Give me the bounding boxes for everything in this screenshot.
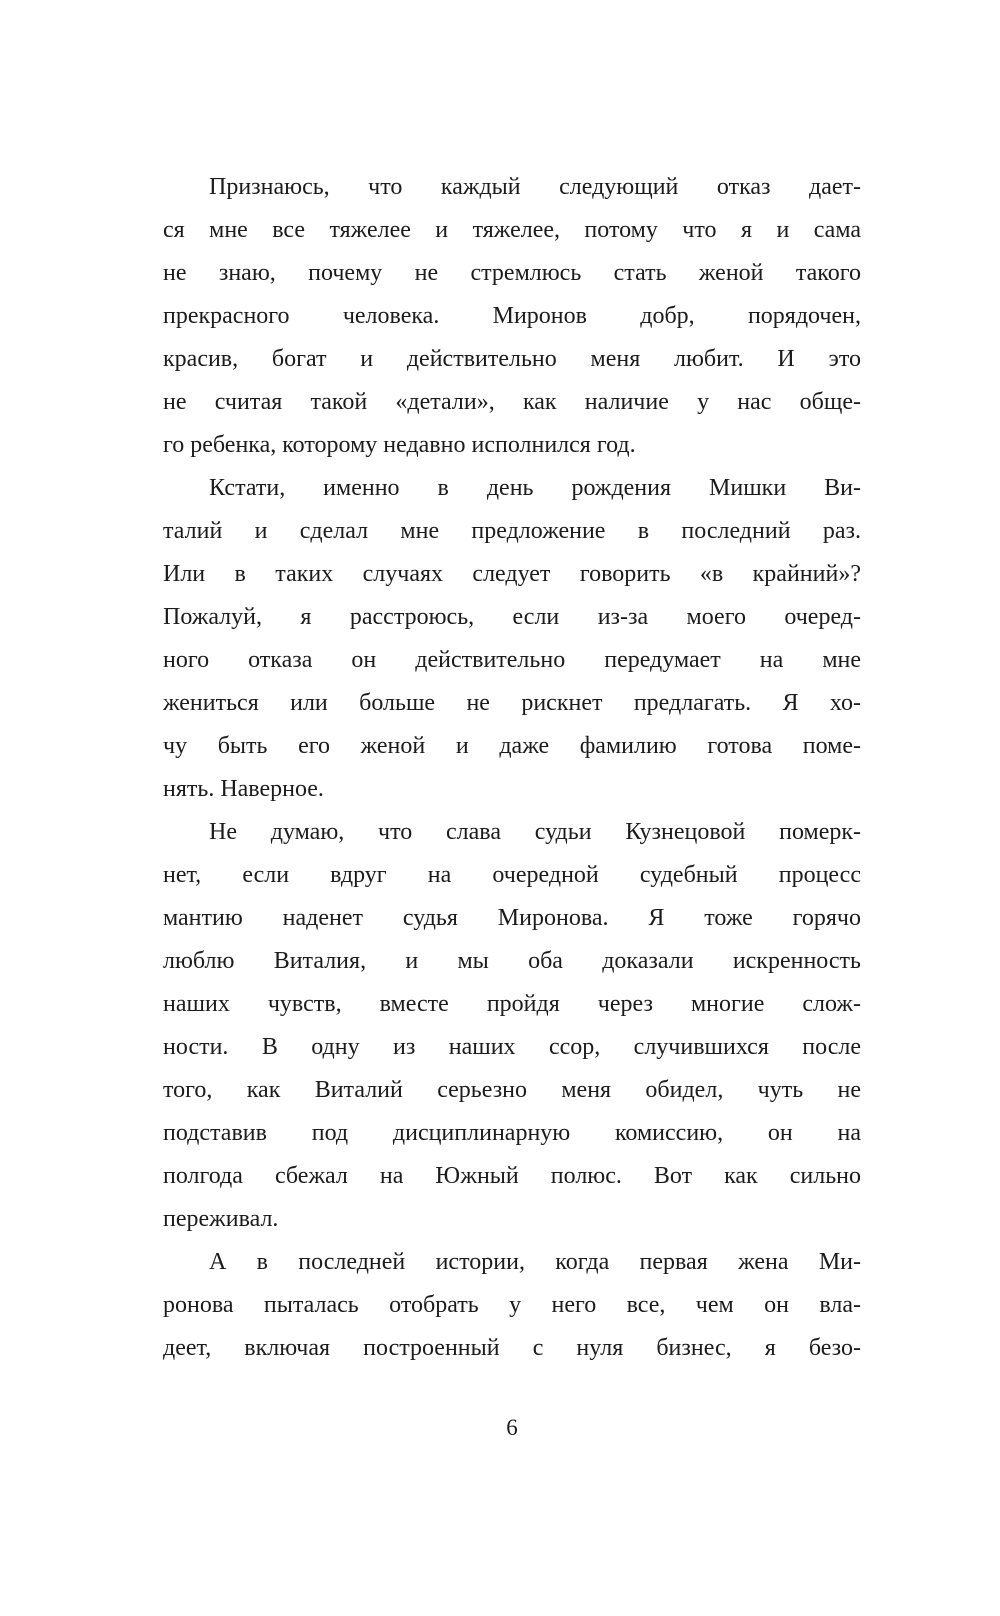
text-line: ся мне все тяжелее и тяжелее, потому что я и сама bbox=[163, 217, 861, 243]
paragraph bbox=[163, 166, 861, 467]
text-line: жениться или больше не рискнет предлагать. Я хо- bbox=[163, 690, 861, 716]
text-line: А в последней истории, когда первая жена Ми- bbox=[209, 1249, 861, 1275]
text-line: Признаюсь, что каждый следующий отказ дает- bbox=[209, 174, 861, 200]
text-line: переживал. bbox=[163, 1206, 279, 1232]
text-line: не считая такой «детали», как наличие у нас обще- bbox=[163, 389, 861, 415]
text-line: ного отказа он действительно передумает на мне bbox=[163, 647, 861, 673]
text-line: люблю Виталия, и мы оба доказали искренность bbox=[163, 948, 861, 974]
text-line: полгода сбежал на Южный полюс. Вот как сильно bbox=[163, 1163, 861, 1189]
paragraph bbox=[163, 467, 861, 811]
text-line: деет, включая построенный с нуля бизнес, я безо- bbox=[163, 1335, 861, 1361]
text-line: ронова пыталась отобрать у него все, чем он вла- bbox=[163, 1292, 861, 1318]
paragraph bbox=[163, 1241, 861, 1370]
text-block bbox=[163, 166, 861, 1370]
text-line: нять. Наверное. bbox=[163, 776, 324, 802]
text-line: Пожалуй, я расстроюсь, если из-за моего очеред- bbox=[163, 604, 861, 630]
text-line: того, как Виталий серьезно меня обидел, чуть не bbox=[163, 1077, 861, 1103]
text-line: не знаю, почему не стремлюсь стать женой такого bbox=[163, 260, 861, 286]
text-line: мантию наденет судья Миронова. Я тоже горячо bbox=[163, 905, 861, 931]
text-line: Кстати, именно в день рождения Мишки Ви- bbox=[209, 475, 861, 501]
text-line: го ребенка, которому недавно исполнился год. bbox=[163, 432, 636, 458]
text-line: Не думаю, что слава судьи Кузнецовой померк- bbox=[209, 819, 861, 845]
text-line: чу быть его женой и даже фамилию готова поме- bbox=[163, 733, 861, 759]
text-line: нет, если вдруг на очередной судебный процесс bbox=[163, 862, 861, 888]
text-line: талий и сделал мне предложение в последний раз. bbox=[163, 518, 861, 544]
paragraph bbox=[163, 811, 861, 1241]
text-line: красив, богат и действительно меня любит. И это bbox=[163, 346, 861, 372]
text-line: подставив под дисциплинарную комиссию, он на bbox=[163, 1120, 861, 1146]
text-line: Или в таких случаях следует говорить «в крайний»? bbox=[163, 561, 861, 587]
text-line: прекрасного человека. Миронов добр, порядочен, bbox=[163, 303, 861, 329]
text-line: ности. В одну из наших ссор, случившихся после bbox=[163, 1034, 861, 1060]
text-line: наших чувств, вместе пройдя через многие слож- bbox=[163, 991, 861, 1017]
page-number: 6 bbox=[506, 1415, 518, 1440]
